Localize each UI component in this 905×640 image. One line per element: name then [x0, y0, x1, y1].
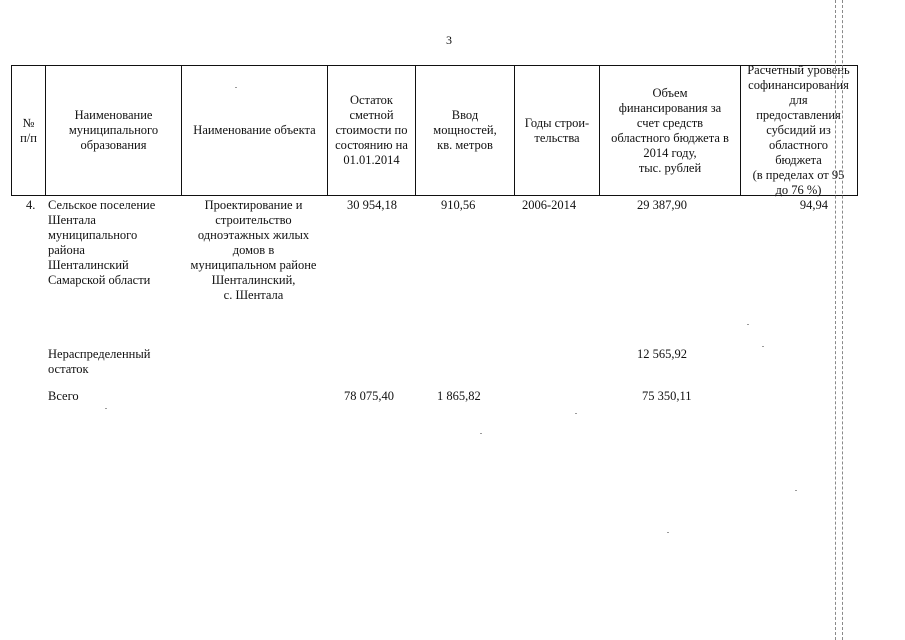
row-municipality: Сельское поселение Шентала муниципального района Шенталинский Самарской области — [48, 198, 156, 287]
scan-speck — [747, 324, 749, 325]
scan-speck — [762, 346, 764, 347]
row-num: 4. — [26, 198, 36, 212]
row-financing: 29 387,90 — [637, 198, 687, 212]
page-number: 3 — [446, 33, 452, 47]
header-num: № п/п — [20, 115, 37, 145]
header-remaining-cost: Остаток сметной стоимости по состоянию на 01.01.2014 — [335, 93, 408, 167]
scan-speck — [667, 532, 669, 533]
row-object: Проектирование и строительство одноэтажных жилых домов в муниципальном районе Шенталинский, с. Шентала — [190, 198, 317, 302]
table-header — [11, 65, 858, 196]
total-capacity: 1 865,82 — [437, 389, 481, 403]
header-financing: Объем финансирования за счет средств областного бюджета в 2014 году, тыс. рублей — [611, 85, 729, 175]
scan-speck — [105, 408, 107, 409]
scan-artifact-line — [842, 0, 843, 640]
scan-speck — [480, 433, 482, 434]
total-label: Всего — [48, 389, 79, 403]
row-remaining-cost: 30 954,18 — [347, 198, 397, 212]
scan-speck — [235, 87, 237, 88]
scan-artifact-line — [835, 0, 836, 640]
total-financing: 75 350,11 — [642, 389, 692, 403]
row-years: 2006-2014 — [522, 198, 577, 212]
total-remaining-cost: 78 075,40 — [344, 389, 394, 403]
header-years: Годы строи- тельства — [524, 115, 590, 145]
row-capacity: 910,56 — [441, 198, 476, 212]
header-municipality: Наименование муниципального образования — [68, 108, 159, 152]
header-capacity: Ввод мощностей, кв. метров — [433, 108, 497, 152]
scan-speck — [795, 490, 797, 491]
unallocated-label: Нераспределенный остаток — [48, 347, 151, 376]
row-cofinancing: 94,94 — [799, 198, 828, 212]
unallocated-financing: 12 565,92 — [637, 347, 687, 361]
header-object: Наименование объекта — [193, 123, 316, 137]
header-cofinancing: Расчетный уровень софинансирования для предоставления субсидий из областного бюджета (в пределах от 95 до 76 %) — [747, 63, 850, 197]
scan-speck — [575, 413, 577, 414]
